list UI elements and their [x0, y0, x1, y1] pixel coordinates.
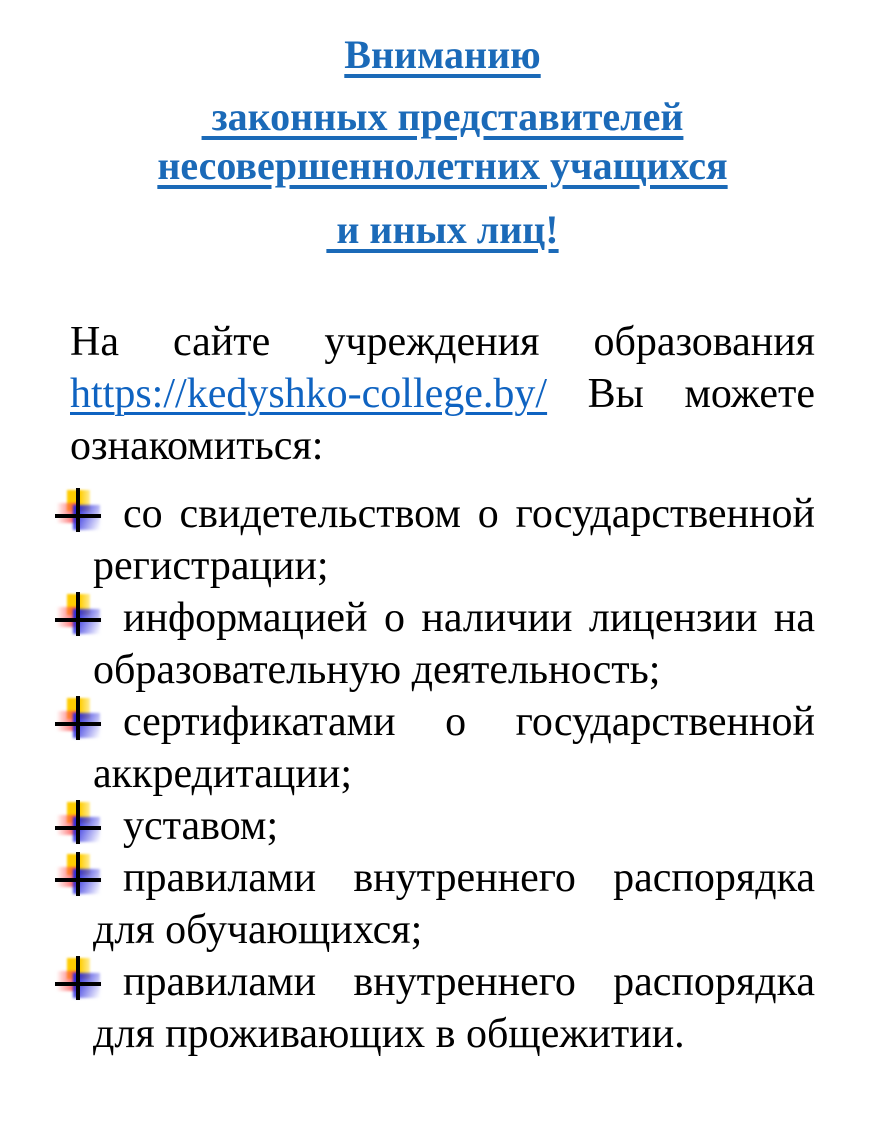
college-site-link[interactable]: https://kedyshko-college.by/ [70, 371, 548, 417]
colored-cross-bullet-icon [57, 594, 103, 640]
list-item-rules-students [70, 852, 815, 956]
list-item-text: сертификатами о государственной аккредитации; [93, 699, 815, 797]
heading-other-persons-text: и иных лиц! [326, 207, 559, 252]
colored-cross-bullet-icon [57, 958, 103, 1004]
list-item-charter [70, 800, 815, 852]
colored-cross-bullet-icon [57, 490, 103, 536]
list-item-text: уставом; [123, 803, 279, 849]
list-item-text: со свидетельством о государственной регистрации; [93, 491, 815, 589]
list-item-registration [70, 488, 815, 592]
intro-text-before-link: На сайте учреждения образования [70, 319, 815, 365]
colored-cross-bullet-icon [57, 854, 103, 900]
documents-list [70, 488, 815, 1060]
heading-representatives-line2: несовершеннолетних учащихся [157, 143, 728, 188]
list-item-text: информацией о наличии лицензии на образовательную деятельность; [93, 595, 815, 693]
list-item-text: правилами внутреннего распорядка для проживающих в общежитии. [93, 959, 815, 1057]
list-item-rules-dormitory [70, 956, 815, 1060]
heading-representatives [70, 92, 815, 190]
colored-cross-bullet-icon [57, 698, 103, 744]
intro-text-after-link: Вы можете ознакомиться: [70, 371, 815, 469]
heading-other-persons [70, 206, 815, 254]
list-item-text: правилами внутреннего распорядка для обучающихся; [93, 855, 815, 953]
list-item-accreditation [70, 696, 815, 800]
heading-attention-text: Вниманию [344, 32, 541, 77]
colored-cross-bullet-icon [57, 802, 103, 848]
list-item-license [70, 592, 815, 696]
heading-representatives-line1: законных представителей [201, 94, 684, 139]
intro-paragraph [70, 316, 815, 472]
heading-attention [70, 32, 815, 78]
